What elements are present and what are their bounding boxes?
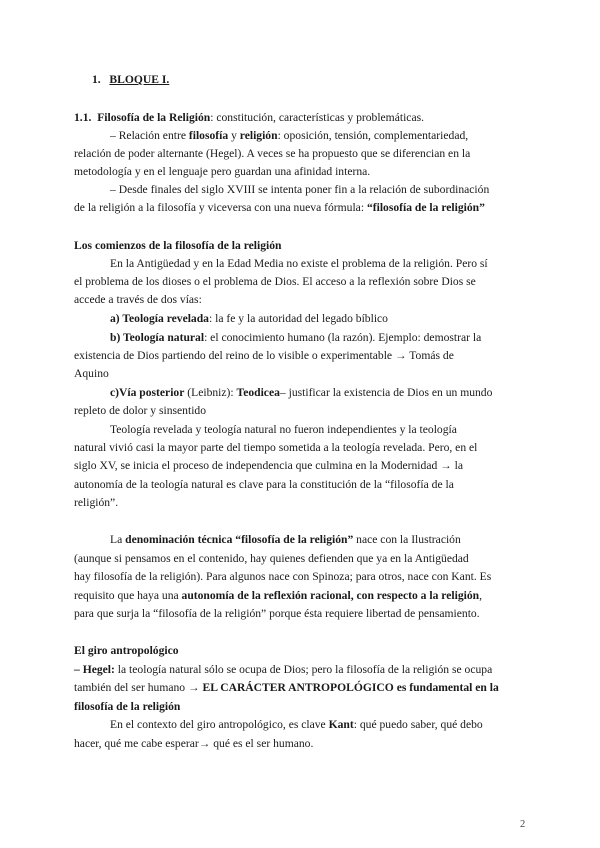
- paragraph-line: Teología revelada y teología natural no fueron independientes y la teología: [110, 423, 457, 436]
- section-number: 1.1.: [74, 111, 92, 124]
- subsection-title-comienzos: Los comienzos de la filosofía de la religión: [74, 239, 282, 252]
- section-1-1-title: 1.1. Filosofía de la Religión: constitución, características y problemáticas.: [74, 111, 424, 124]
- heading-title: BLOQUE I.: [109, 73, 170, 86]
- subsection-title-giro: El giro antropológico: [74, 644, 179, 657]
- paragraph-line: (aunque si pensamos en el contenido, hay quienes defienden que ya en la Antigüedad: [74, 552, 469, 565]
- via-a: a) Teología revelada: la fe y la autoridad del legado bíblico: [110, 312, 388, 325]
- paragraph-line: para que surja la “filosofía de la religión” porque ésta requiere libertad de pensamiento.: [74, 607, 480, 620]
- paragraph-line: hacer, qué me cabe esperar→ qué es el ser humano.: [74, 737, 314, 750]
- paragraph-line: La denominación técnica “filosofía de la religión” nace con la Ilustración: [110, 533, 461, 546]
- heading-bloque: [92, 73, 169, 87]
- paragraph-line: existencia de Dios partiendo del reino de lo visible o experimentable → Tomás de: [74, 349, 454, 362]
- paragraph-line: relación de poder alternante (Hegel). A veces se ha propuesto que se diferencian en la: [74, 147, 471, 160]
- paragraph-line: el problema de los dioses o el problema de Dios. El acceso a la reflexión sobre Dios se: [74, 275, 476, 288]
- paragraph-line: siglo XV, se inicia el proceso de independencia que culmina en la Modernidad → la: [74, 459, 464, 472]
- paragraph-line: también del ser humano → EL CARÁCTER ANTROPOLÓGICO es fundamental en la: [74, 681, 499, 694]
- paragraph-line: filosofía de la religión: [74, 700, 181, 713]
- via-c: c)Vía posterior (Leibniz): Teodicea– justificar la existencia de Dios en un mundo: [110, 386, 493, 399]
- paragraph-line: metodología y en el lenguaje pero guardan una afinidad interna.: [74, 165, 371, 178]
- section-title: Filosofía de la Religión: [97, 111, 211, 124]
- paragraph-line: – Relación entre filosofía y religión: oposición, tensión, complementariedad,: [110, 129, 469, 142]
- paragraph-line: requisito que haya una autonomía de la reflexión racional, con respecto a la religión,: [74, 589, 482, 602]
- paragraph-line: – Hegel: la teología natural sólo se ocupa de Dios; pero la filosofía de la religión se ocupa: [74, 663, 493, 676]
- page-number: 2: [520, 819, 526, 830]
- paragraph-line: accede a través de dos vías:: [74, 293, 202, 306]
- paragraph-line: natural vivió casi la mayor parte del tiempo sometida a la teología revelada. Pero, en el: [74, 441, 478, 454]
- paragraph-line: hay filosofía de la religión). Para algunos nace con Spinoza; para otros, nace con Kant. Es: [74, 570, 492, 583]
- paragraph-line: En el contexto del giro antropológico, es clave Kant: qué puedo saber, qué debo: [110, 718, 483, 731]
- paragraph-line: Aquino: [74, 367, 109, 380]
- via-b: b) Teología natural: el conocimiento humano (la razón). Ejemplo: demostrar la: [110, 331, 482, 344]
- paragraph-line: repleto de dolor y sinsentido: [74, 404, 207, 417]
- paragraph-line: En la Antigüedad y en la Edad Media no existe el problema de la religión. Pero sí: [110, 257, 488, 270]
- paragraph-line: autonomía de la teología natural es clave para la constitución de la “filosofía de la: [74, 478, 454, 491]
- paragraph-line: – Desde finales del siglo XVIII se intenta poner fin a la relación de subordinación: [110, 183, 490, 196]
- heading-number: 1.: [92, 73, 101, 86]
- paragraph-line: religión”.: [74, 496, 119, 509]
- paragraph-line: de la religión a la filosofía y viceversa con una nueva fórmula: “filosofía de la religión”: [74, 201, 485, 214]
